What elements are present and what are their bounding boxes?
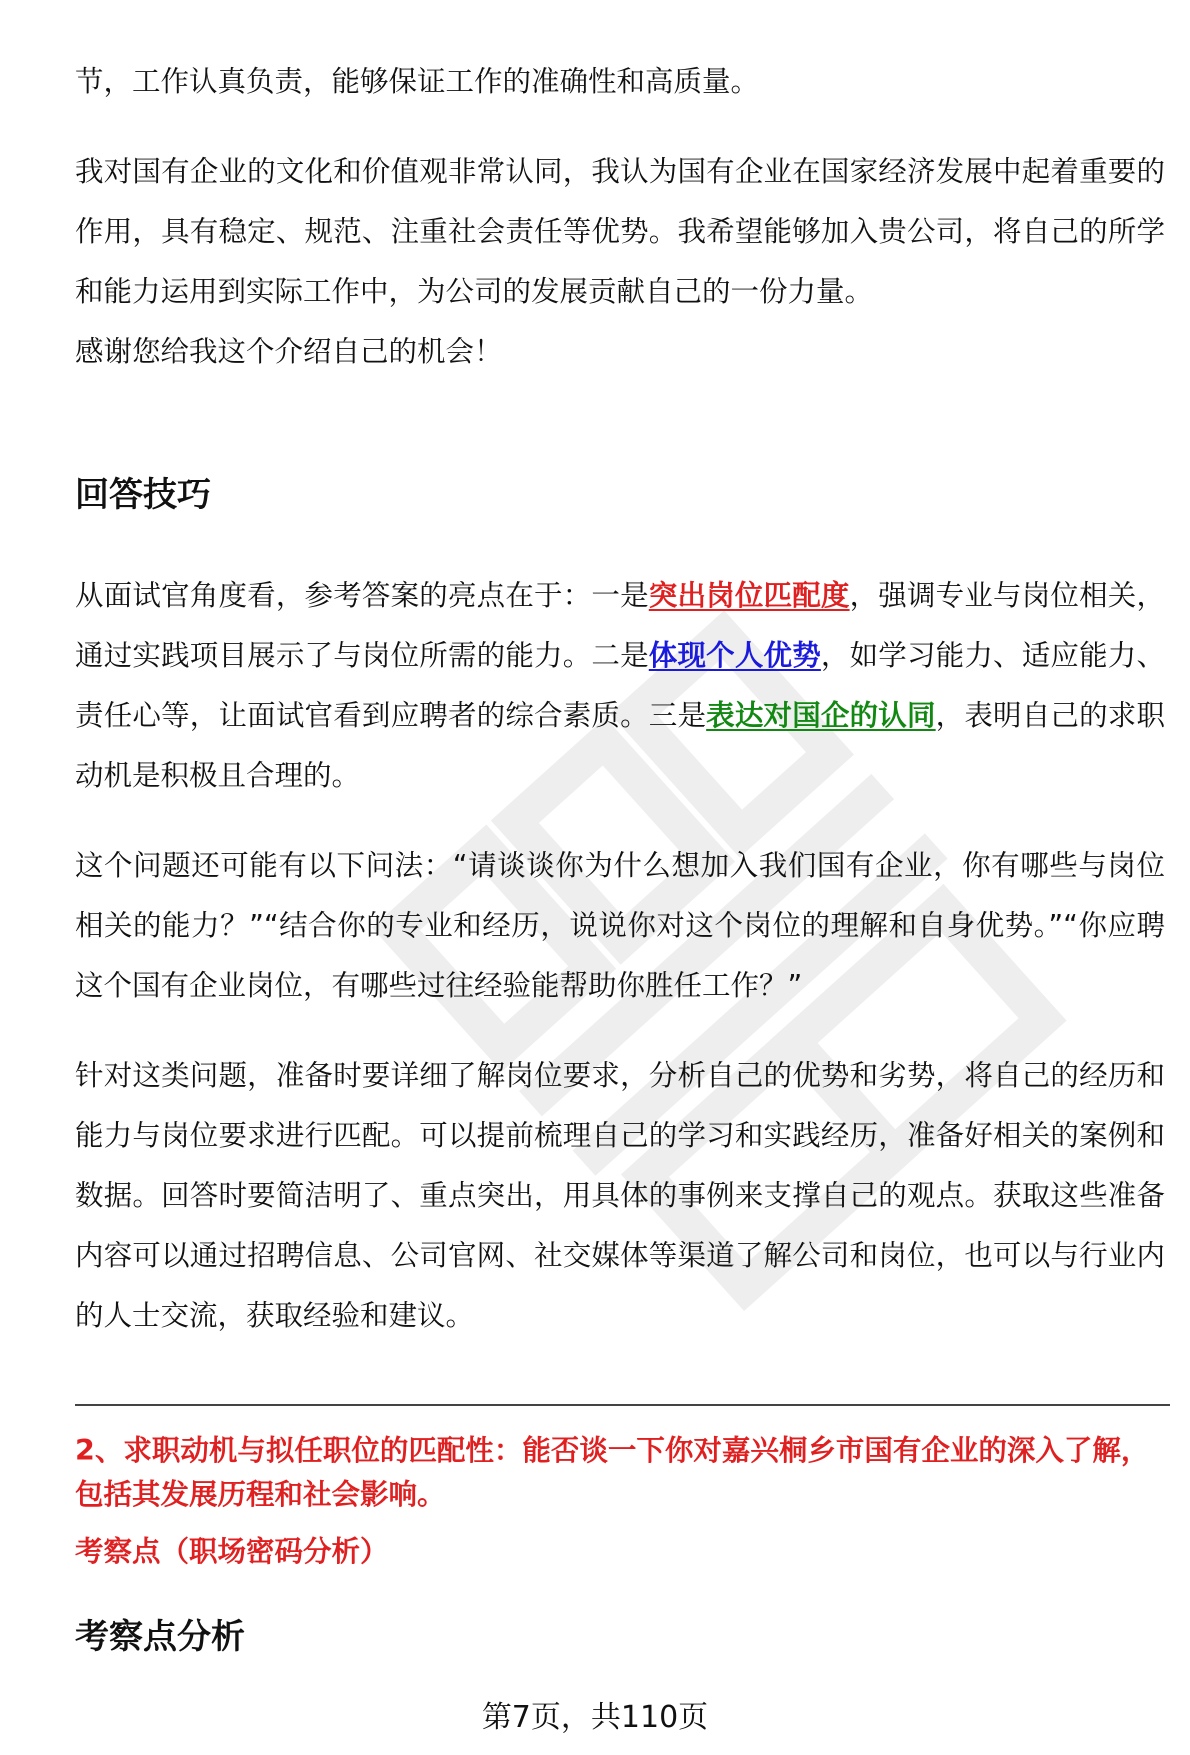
paragraph-6: 针对这类问题，准备时要详细了解岗位要求，分析自己的优势和劣势，将自己的经历和能力与岗位要求进行匹配。可以提前梳理自己的学习和实践经历，准备好相关的案例和数据。回答时要简洁明了、重点突出，用具体的事例来支撑自己的观点。获取这些准备内容可以通过招聘信息、公司官网、社交媒体等渠道了解公司和岗位，也可以与行业内的人士交流，获取经验和建议。 bbox=[75, 1059, 1165, 1332]
paragraph-5: 这个问题还可能有以下问法：“请谈谈你为什么想加入我们国有企业，你有哪些与岗位相关的能力？”“结合你的专业和经历，说说你对这个岗位的理解和自身优势。”“你应聘这个国有企业岗位，有哪些过往经验能帮助你胜任工作？” bbox=[75, 849, 1165, 1002]
paragraph-1: 节，工作认真负责，能够保证工作的准确性和高质量。 bbox=[75, 65, 760, 98]
kaochadian-label: 考察点（职场密码分析） bbox=[75, 1535, 389, 1568]
heading-analysis: 考察点分析 bbox=[75, 1617, 245, 1657]
question-2: 2、求职动机与拟任职位的匹配性：能否谈一下你对嘉兴桐乡市国有企业的深入了解，包括其发展历程和社会影响。 bbox=[75, 1434, 1150, 1511]
paragraph-2: 我对国有企业的文化和价值观非常认同，我认为国有企业在国家经济发展中起着重要的作用，具有稳定、规范、注重社会责任等优势。我希望能够加入贵公司，将自己的所学和能力运用到实际工作中，为公司的发展贡献自己的一份力量。 bbox=[75, 155, 1165, 308]
section-divider bbox=[75, 1404, 1170, 1406]
p4-text-2: ，强调专业与岗位相关，通过实践项目展示了与岗位所需的能力。二是 bbox=[75, 579, 1165, 672]
highlight-personal-strengths: 体现个人优势 bbox=[648, 639, 821, 672]
paragraph-3: 感谢您给我这个介绍自己的机会！ bbox=[75, 335, 503, 368]
heading-answer-tips: 回答技巧 bbox=[75, 475, 211, 515]
page-number: 第7页，共110页 bbox=[481, 1700, 709, 1735]
p4-text-1: 从面试官角度看，参考答案的亮点在于：一是 bbox=[75, 579, 649, 612]
p4-text-3: ，如学习能力、适应能力、责任心等，让面试官看到应聘者的综合素质。三是 bbox=[75, 639, 1165, 732]
paragraph-4 bbox=[75, 566, 1165, 806]
p4-text-4: ，表明自己的求职动机是积极且合理的。 bbox=[75, 699, 1165, 792]
highlight-job-match: 突出岗位匹配度 bbox=[648, 579, 850, 612]
highlight-soe-identification: 表达对国企的认同 bbox=[706, 699, 936, 732]
